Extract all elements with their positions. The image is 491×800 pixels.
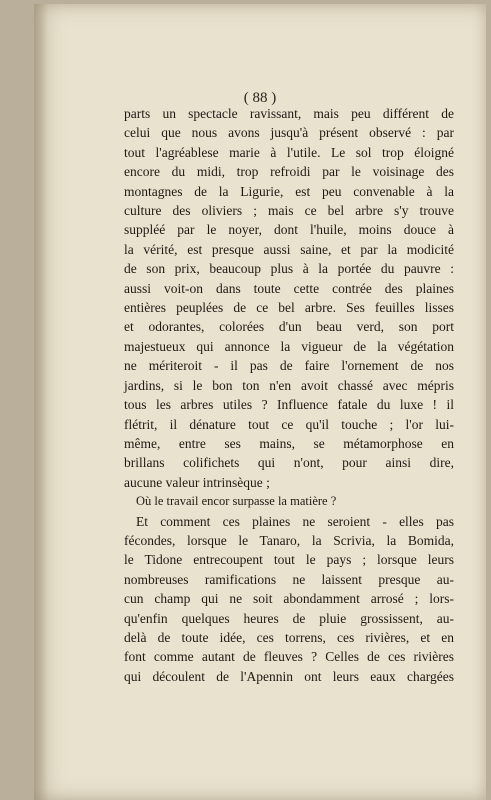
text-line: de son prix, beaucoup plus à la portée du pauvre :	[124, 261, 454, 277]
page-number: ( 88 )	[243, 90, 277, 106]
text-line: suppléé par le noyer, dont l'huile, moins douce à	[124, 222, 454, 238]
text-line: montagnes de la Ligurie, est peu convenable à la	[124, 183, 454, 199]
text-line: culture des oliviers ; mais ce bel arbre s'y trouve	[124, 203, 454, 219]
page-gutter-shadow	[34, 4, 48, 800]
body-text	[124, 104, 454, 686]
text-line: majestueux qui annonce la vigueur de la végétation	[124, 338, 454, 354]
text-line: encore du midi, trop refroidi par le voisinage des	[124, 164, 454, 180]
text-line: flétrit, il dénature tout ce qu'il touche ; l'or lui-	[124, 416, 454, 432]
text-line: le Tidone entrecoupent tout le pays ; lorsque leurs	[124, 552, 454, 568]
verse-line: Où le travail encor surpasse la matière ?	[136, 494, 337, 509]
text-line: tout l'agréablese marie à l'utile. Le sol trop éloigné	[124, 144, 454, 160]
text-line: delà de toute idée, ces torrens, ces rivières, et en	[124, 629, 454, 645]
text-line: même, entre ses mains, se métamorphose en	[124, 435, 454, 451]
text-line: ne mériteroit - il pas de faire l'ornement de nos	[124, 358, 454, 374]
text-line: brillans colifichets qui n'ont, pour ainsi dire,	[124, 455, 454, 471]
text-line: font comme autant de fleuves ? Celles de ces rivières	[124, 649, 454, 665]
text-line: entières peuplées de ce bel arbre. Ses feuilles lisses	[124, 300, 454, 316]
text-line: jardins, si le bon ton n'en avoit chassé avec mépris	[124, 377, 454, 393]
paragraph-first-line: Et comment ces plaines ne seroient - elles pas	[136, 513, 454, 529]
text-line: aussi voit-on dans toute cette contrée des plaines	[124, 280, 454, 296]
text-line: fécondes, lorsque le Tanaro, la Scrivia, la Bomida,	[124, 532, 454, 548]
text-line: parts un spectacle ravissant, mais peu différent de	[124, 106, 454, 121]
text-line: cun champ qui ne soit abondamment arrosé ; lors-	[124, 591, 454, 607]
text-line: qui découlent de l'Apennin ont leurs eaux chargées	[124, 668, 454, 684]
text-line: tous les arbres utiles ? Influence fatale du luxe ! il	[124, 397, 454, 413]
text-line: qu'enfin quelques heures de pluie grossissent, au-	[124, 610, 454, 626]
text-line: aucune valeur intrinsèque ;	[124, 474, 270, 490]
text-line: celui que nous avons jusqu'à présent observé : par	[124, 125, 454, 141]
text-line: nombreuses ramifications ne laissent presque au-	[124, 571, 454, 587]
text-line: la vérité, est presque aussi saine, et par la modicité	[124, 241, 454, 257]
text-line: et odorantes, colorées d'un beau verd, son port	[124, 319, 454, 335]
